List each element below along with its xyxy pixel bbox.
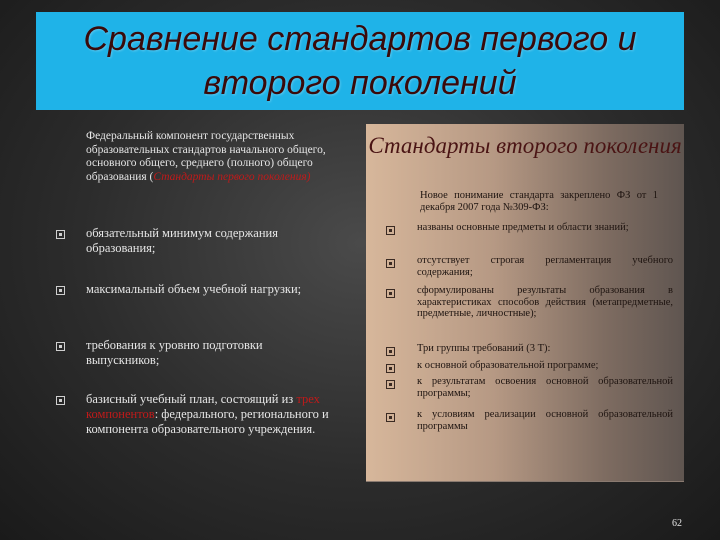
right-list-item — [386, 376, 676, 399]
right-list-item-text: отсутствует строгая регламентация учебного содержания; — [417, 255, 673, 278]
right-panel — [366, 124, 684, 481]
left-list-item-text — [86, 392, 331, 437]
left-intro — [86, 130, 336, 184]
right-list-item-text: Три группы требований (3 Т): — [417, 343, 551, 354]
checkbox-bullet-icon — [386, 347, 395, 356]
page-number: 62 — [672, 518, 682, 529]
left-list-item-text: требования к уровню подготовки выпускников; — [86, 338, 263, 367]
slide-title-line-2: второго поколений — [203, 64, 517, 102]
left-list-item — [56, 338, 346, 368]
right-list-item — [386, 360, 676, 373]
right-list-item — [386, 343, 676, 356]
checkbox-bullet-icon — [56, 230, 65, 239]
left-list-item-highlight: трех компонентов — [86, 392, 320, 421]
slide-title — [36, 12, 684, 110]
checkbox-bullet-icon — [386, 380, 395, 389]
checkbox-bullet-icon — [386, 226, 395, 235]
right-heading: Стандарты второго поколения — [368, 133, 682, 158]
left-list-item — [56, 392, 346, 437]
left-list-item-text-before: базисный учебный план, состоящий из — [86, 392, 297, 406]
right-list-item-text: к основной образовательной программе; — [417, 360, 599, 371]
left-list-item-text: максимальный объем учебной нагрузки; — [86, 282, 302, 296]
checkbox-bullet-icon — [386, 413, 395, 422]
checkbox-bullet-icon — [386, 364, 395, 373]
right-list-item-text: к результатам освоения основной образовательной программы; — [417, 376, 673, 399]
right-list-item-text: сформулированы результаты образования в характеристиках способов действия (метапредметные, предметные, личностные); — [417, 285, 673, 320]
checkbox-bullet-icon — [56, 342, 65, 351]
right-list-item — [386, 409, 676, 432]
right-list-item — [386, 285, 676, 320]
left-intro-text: Федеральный компонент государственных образовательных стандартов начального общего, основного общего, среднего (полного) общего образования ( — [86, 130, 326, 183]
right-list-item-text: к условиям реализации основной образовательной программы — [417, 409, 673, 432]
right-intro-text: Новое понимание стандарта закреплено ФЗ от 1 декабря 2007 года №309-ФЗ: — [420, 190, 658, 213]
left-list-item — [56, 226, 346, 256]
left-list-item-text-after: : федерального, регионального и компонента образовательного учреждения. — [86, 407, 329, 436]
panel-bottom-divider — [366, 481, 684, 482]
left-intro-highlight: Стандарты первого поколения) — [153, 170, 311, 183]
checkbox-bullet-icon — [386, 259, 395, 268]
checkbox-bullet-icon — [386, 289, 395, 298]
right-intro — [386, 190, 676, 213]
left-list-item — [56, 282, 346, 297]
checkbox-bullet-icon — [56, 286, 65, 295]
slide-title-line-1: Сравнение стандартов первого и — [83, 20, 637, 58]
checkbox-bullet-icon — [56, 396, 65, 405]
right-list-item — [386, 255, 676, 278]
right-list-item-text: названы основные предметы и области знаний; — [417, 222, 629, 233]
left-list-item-text: обязательный минимум содержания образования; — [86, 226, 278, 255]
right-list-item — [386, 222, 676, 235]
